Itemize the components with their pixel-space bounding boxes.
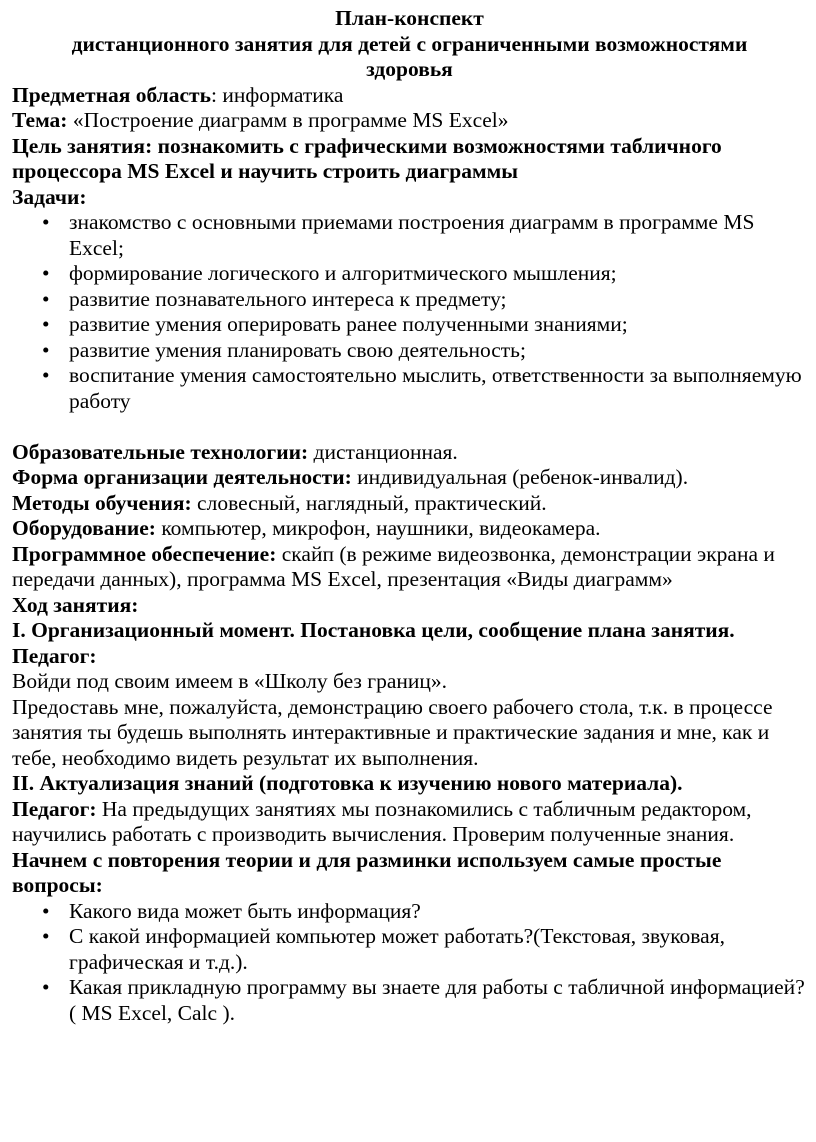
warmup-heading xyxy=(12,848,807,899)
bullet-icon: • xyxy=(42,363,50,387)
course-label: Ход занятия: xyxy=(12,592,139,617)
tasks-label: Задачи: xyxy=(12,184,87,209)
topic-label: Тема: xyxy=(12,108,68,132)
list-item-text: формирование логического и алгоритмического мышления; xyxy=(69,261,617,285)
section-1-paragraph-1: Войди под своим имеем в «Школу без границ». xyxy=(12,669,448,693)
section-1-heading xyxy=(12,618,807,644)
tasks-heading xyxy=(12,185,807,211)
list-item xyxy=(12,363,807,414)
list-item xyxy=(12,924,807,975)
questions-list xyxy=(12,899,807,1027)
tech-value: дистанционная. xyxy=(308,439,458,464)
form-value: индивидуальная (ребенок-инвалид). xyxy=(351,465,689,489)
bullet-icon: • xyxy=(42,261,50,285)
methods-value: словесный, наглядный, практический. xyxy=(191,490,547,515)
software-value: скайп (в режиме видеозвонка, демонстрации экрана и передачи данных), программа MS Excel, презентация «Виды диаграмм» xyxy=(12,541,775,591)
form-label: Форма организации деятельности: xyxy=(12,465,352,489)
topic-line xyxy=(12,108,807,134)
subject-line xyxy=(12,83,807,109)
list-item-text: развитие познавательного интереса к предмету; xyxy=(69,286,507,311)
course-heading xyxy=(12,593,807,619)
teacher-label: Педагог: xyxy=(12,643,97,668)
list-item xyxy=(12,338,807,364)
bullet-icon: • xyxy=(42,337,50,362)
document-page xyxy=(12,6,807,1026)
list-item-text: развитие умения оперировать ранее полученными знаниями; xyxy=(69,312,628,336)
form-line xyxy=(12,465,807,491)
list-item-text: С какой информацией компьютер может работать?(Текстовая, звуковая, графическая и т.д.). xyxy=(69,924,725,974)
list-item xyxy=(12,210,807,261)
list-item-text: воспитание умения самостоятельно мыслить, ответственности за выполняемую работу xyxy=(69,363,802,413)
section-2-heading xyxy=(12,771,807,797)
blank-line xyxy=(12,414,807,440)
bullet-icon: • xyxy=(42,286,50,311)
section-1-paragraph-2: Предоставь мне, пожалуйста, демонстрацию своего рабочего стола, т.к. в процессе занятия ты будешь выполнять интерактивные и практические задания и мне, как и тебе, необходимо видеть результат их выполнения. xyxy=(12,694,773,770)
software-line xyxy=(12,542,807,593)
bullet-icon: • xyxy=(42,898,50,923)
equipment-line xyxy=(12,516,807,542)
list-item xyxy=(12,899,807,925)
document-title-line-3: здоровья xyxy=(366,57,453,81)
section-2-teacher-label: Педагог: xyxy=(12,796,97,821)
document-title-line-1: План-конспект xyxy=(335,6,484,30)
teacher-heading xyxy=(12,644,807,670)
section-2-teacher-line xyxy=(12,797,807,848)
list-item-text: знакомство с основными приемами построения диаграмм в программе MS Excel; xyxy=(69,210,755,260)
bullet-icon: • xyxy=(42,312,50,336)
list-item xyxy=(12,312,807,338)
software-label: Программное обеспечение: xyxy=(12,541,277,566)
tasks-list xyxy=(12,210,807,414)
list-item xyxy=(12,261,807,287)
bullet-icon: • xyxy=(42,924,50,948)
subject-label: Предметная область xyxy=(12,82,211,107)
list-item xyxy=(12,287,807,313)
subject-value: : информатика xyxy=(210,82,344,107)
goal-text: Цель занятия: познакомить с графическими возможностями табличного процессора MS Excel и научить строить диаграммы xyxy=(12,133,722,183)
methods-label: Методы обучения: xyxy=(12,490,192,515)
topic-value: «Построение диаграмм в программе MS Excel» xyxy=(67,108,509,132)
list-item xyxy=(12,975,807,1026)
bullet-icon: • xyxy=(42,975,50,999)
list-item-text: Какая прикладную программу вы знаете для работы с табличной информацией? ( MS Excel, Calc ). xyxy=(69,975,805,1025)
section-2-title: II. Актуализация знаний (подготовка к изучению нового материала). xyxy=(12,771,683,795)
equipment-value: компьютер, микрофон, наушники, видеокамера. xyxy=(155,516,601,540)
tech-label: Образовательные технологии: xyxy=(12,439,309,464)
list-item-text: развитие умения планировать свою деятельность; xyxy=(69,337,526,362)
warmup-title: Начнем с повторения теории и для разминки используем самые простые вопросы: xyxy=(12,847,722,897)
section-2-teacher-text: На предыдущих занятиях мы познакомились с табличным редактором, научились работать с производить вычисления. Проверим полученные знания. xyxy=(12,796,752,846)
list-item-text: Какого вида может быть информация? xyxy=(69,898,421,923)
document-title-line-2: дистанционного занятия для детей с ограниченными возможностями xyxy=(71,31,748,56)
equipment-label: Оборудование: xyxy=(12,516,156,540)
section-1-title: I. Организационный момент. Постановка цели, сообщение плана занятия. xyxy=(12,618,735,642)
methods-line xyxy=(12,491,807,517)
goal-line xyxy=(12,134,807,185)
bullet-icon: • xyxy=(42,210,50,234)
tech-line xyxy=(12,440,807,466)
